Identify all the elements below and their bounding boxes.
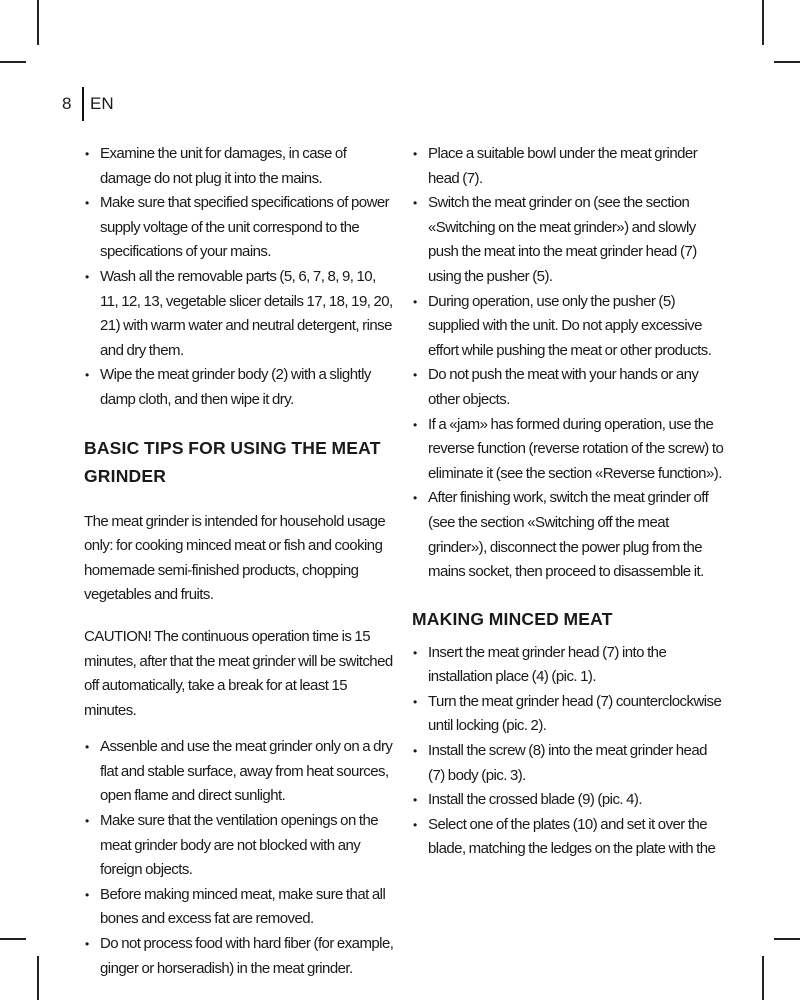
- list-item: • During operation, use only the pusher (5) supplied with the unit. Do not apply excessive effort while pushing the meat or other products.: [412, 290, 724, 364]
- list-item: • Install the screw (8) into the meat grinder head (7) body (pic. 3).: [412, 739, 724, 788]
- header-divider: [82, 87, 84, 121]
- list-item: • If a «jam» has formed during operation, use the reverse function (reverse rotation of the screw) to eliminate it (see the section «Reverse function»).: [412, 413, 724, 487]
- crop-mark-top-left-horizontal: [0, 61, 26, 63]
- crop-mark-bottom-right-vertical: [762, 956, 764, 1000]
- list-item: • Make sure that the ventilation openings on the meat grinder body are not blocked with any foreign objects.: [84, 809, 396, 883]
- list-item: • Place a suitable bowl under the meat grinder head (7).: [412, 142, 724, 191]
- section-heading-basic-tips: BASIC TIPS FOR USING THE MEAT GRINDER: [84, 437, 381, 486]
- page-number: 8: [62, 94, 72, 113]
- crop-mark-bottom-left-vertical: [37, 956, 39, 1000]
- list-item: • Make sure that specified specifications of power supply voltage of the unit correspond to the specifications of your mains.: [84, 191, 396, 265]
- language-code: EN: [90, 94, 114, 113]
- left-column: [84, 142, 396, 981]
- list-item: • Wipe the meat grinder body (2) with a slightly damp cloth, and then wipe it dry.: [84, 363, 396, 412]
- usage-tips-list: [84, 735, 396, 981]
- list-item: • Assenble and use the meat grinder only on a dry flat and stable surface, away from heat sources, open flame and direct sunlight.: [84, 735, 396, 809]
- list-item: • Insert the meat grinder head (7) into the installation place (4) (pic. 1).: [412, 641, 724, 690]
- section-heading-making-minced-meat: MAKING MINCED MEAT: [412, 608, 613, 629]
- list-item: • Do not push the meat with your hands or any other objects.: [412, 363, 724, 412]
- preparation-list: [84, 142, 396, 413]
- list-item: • Switch the meat grinder on (see the section «Switching on the meat grinder») and slowly push the meat into the meat grinder head (7) using the pusher (5).: [412, 191, 724, 289]
- operation-tips-list: [412, 142, 724, 585]
- crop-mark-bottom-left-horizontal: [0, 938, 26, 940]
- list-item: • Select one of the plates (10) and set it over the blade, matching the ledges on the plate with the: [412, 813, 724, 862]
- list-item: • Before making minced meat, make sure that all bones and excess fat are removed.: [84, 883, 396, 932]
- crop-mark-bottom-right-horizontal: [774, 938, 800, 940]
- page-header: [62, 86, 114, 122]
- minced-meat-steps-list: [412, 641, 724, 862]
- list-item: • Wash all the removable parts (5, 6, 7, 8, 9, 10, 11, 12, 13, vegetable slicer details 17, 18, 19, 20, 21) with warm water and neutral detergent, rinse and dry them.: [84, 265, 396, 363]
- list-item: • Turn the meat grinder head (7) counterclockwise until locking (pic. 2).: [412, 690, 724, 739]
- list-item: • After finishing work, switch the meat grinder off (see the section «Switching off the meat grinder»), disconnect the power plug from the mains socket, then proceed to disassemble it.: [412, 486, 724, 584]
- list-item: • Do not process food with hard fiber (for example, ginger or horseradish) in the meat grinder.: [84, 932, 396, 981]
- crop-mark-top-left-vertical: [37, 0, 39, 45]
- crop-mark-top-right-vertical: [762, 0, 764, 45]
- list-item: • Examine the unit for damages, in case of damage do not plug it into the mains.: [84, 142, 396, 191]
- caution-paragraph: CAUTION! The continuous operation time is 15 minutes, after that the meat grinder will be switched off automatically, take a break for at least 15 minutes.: [84, 627, 393, 719]
- intended-use-paragraph: The meat grinder is intended for household usage only: for cooking minced meat or fish and cooking homemade semi-finished products, chopping vegetables and fruits.: [84, 512, 386, 604]
- list-item: • Install the crossed blade (9) (pic. 4).: [412, 788, 724, 813]
- crop-mark-top-right-horizontal: [774, 61, 800, 63]
- right-column: [412, 142, 724, 862]
